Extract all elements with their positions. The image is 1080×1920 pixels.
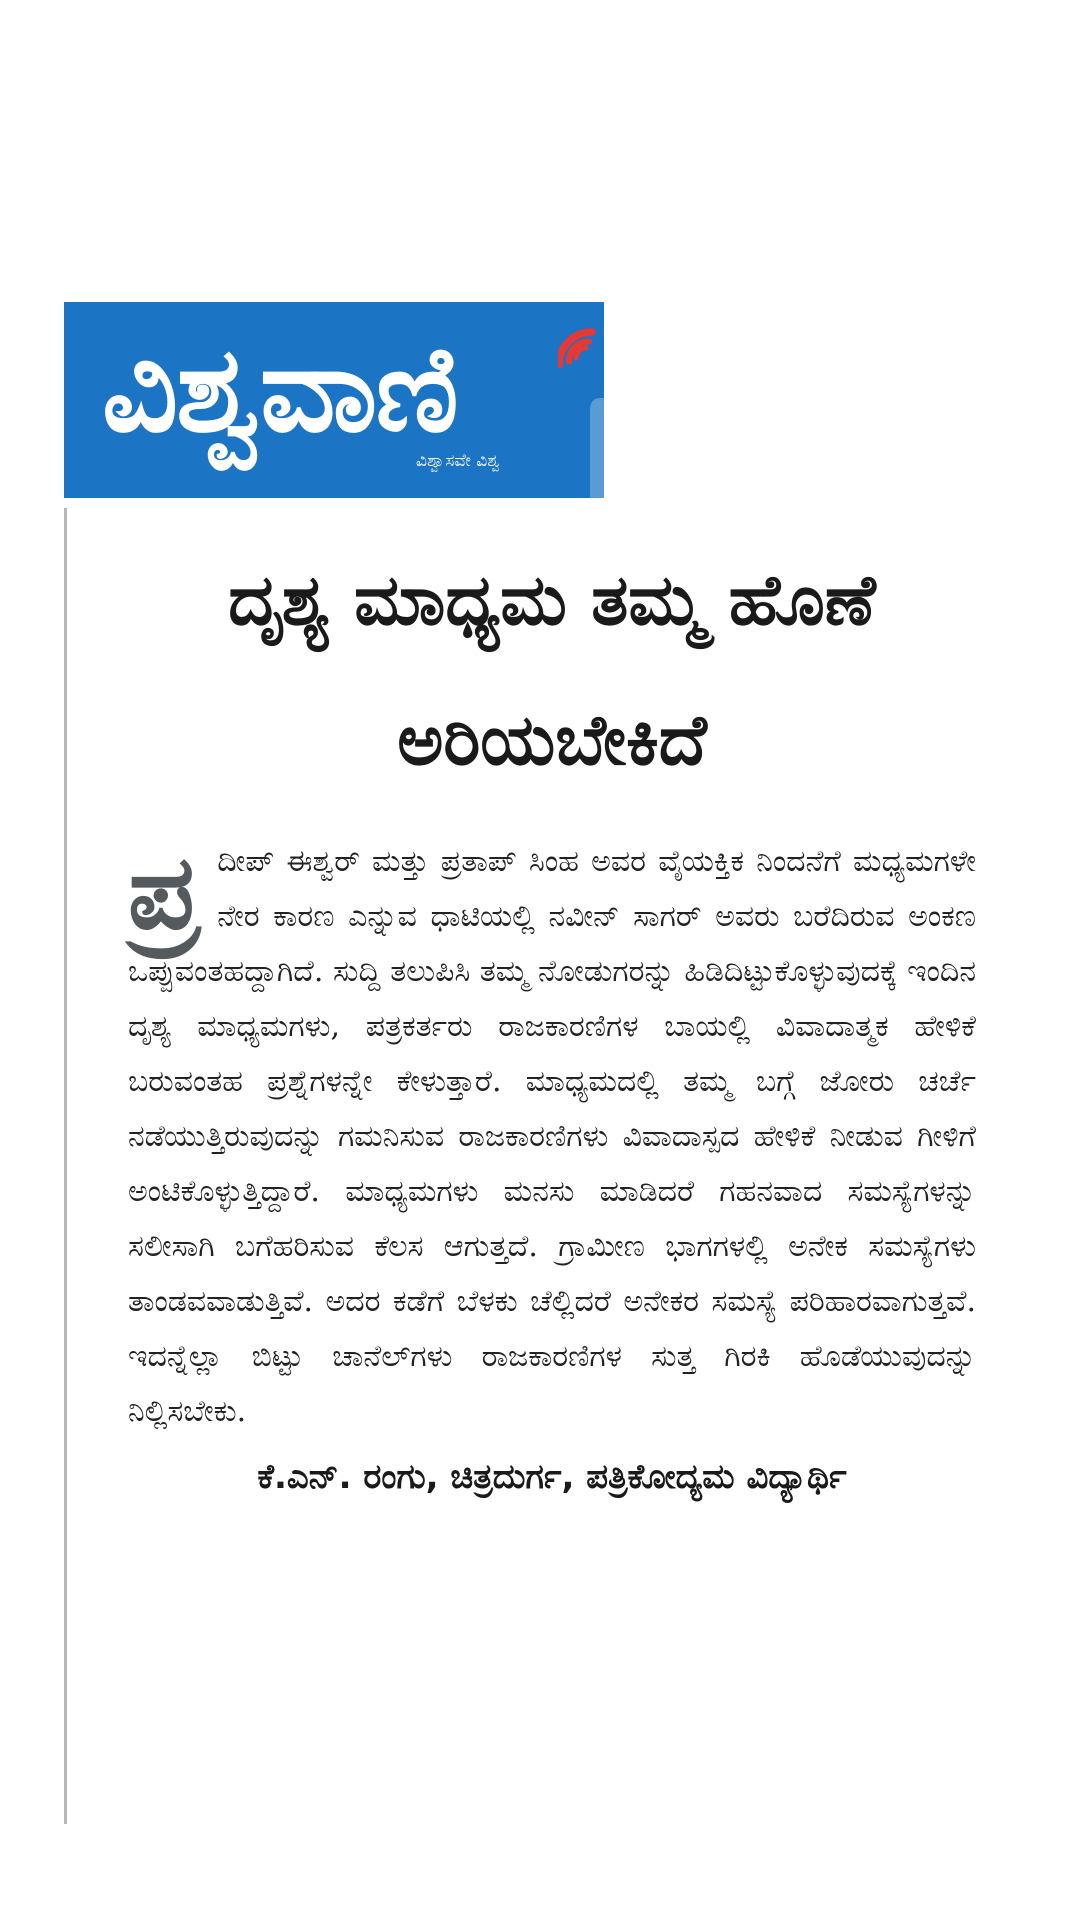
column-divider [64,508,67,1824]
masthead-logo [64,302,604,498]
author-signature: ಕೆ.ಎನ್. ರಂಗು, ಚಿತ್ರದುರ್ಗ, ಪತ್ರಿಕೋದ್ಯಮ ವಿದ್ಯಾರ್ಥಿ [257,1457,847,1497]
signal-wave-icon [558,312,604,368]
letter-article [128,530,976,1501]
article-body-text: ದೀಪ್ ಈಶ್ವರ್ ಮತ್ತು ಪ್ರತಾಪ್ ಸಿಂಹ ಅವರ ವೈಯಕ್ತಿಕ ನಿಂದನೆಗೆ ಮಧ್ಯಮಗಳೇ ನೇರ ಕಾರಣ ಎನ್ನುವ ಧಾಟಿಯಲ್ಲಿ ನವೀನ್ ಸಾಗರ್ ಅವರು ಬರೆದಿರುವ ಅಂಕಣ ಒಪ್ಪುವಂತಹದ್ದಾಗಿದೆ. ಸುದ್ದಿ ತಲುಪಿಸಿ ತಮ್ಮ ನೋಡುಗರನ್ನು ಹಿಡಿದಿಟ್ಟುಕೊಳ್ಳುವುದಕ್ಕೆ ಇಂದಿನ ದೃಶ್ಯ ಮಾಧ್ಯಮಗಳು, ಪತ್ರಕರ್ತರು ರಾಜಕಾರಣಿಗಳ ಬಾಯಲ್ಲಿ ವಿವಾದಾತ್ಮಕ ಹೇಳಿಕೆ ಬರುವಂತಹ ಪ್ರಶ್ನೆಗಳನ್ನೇ ಕೇಳುತ್ತಾರೆ. ಮಾಧ್ಯಮದಲ್ಲಿ ತಮ್ಮ ಬಗ್ಗೆ ಜೋರು ಚರ್ಚೆ ನಡೆಯುತ್ತಿರುವುದನ್ನು ಗಮನಿಸುವ ರಾಜಕಾರಣಿಗಳು ವಿವಾದಾಸ್ಪದ ಹೇಳಿಕೆ ನೀಡುವ ಗೀಳಿಗೆ ಅಂಟಿಕೊಳ್ಳುತ್ತಿದ್ದಾರೆ. ಮಾಧ್ಯಮಗಳು ಮನಸು ಮಾಡಿದರೆ ಗಹನವಾದ ಸಮಸ್ಯೆಗಳನ್ನು ಸಲೀಸಾಗಿ ಬಗೆಹರಿಸುವ ಕೆಲಸ ಆಗುತ್ತದೆ. ಗ್ರಾಮೀಣ ಭಾಗಗಳಲ್ಲಿ ಅನೇಕ ಸಮಸ್ಯೆಗಳು ತಾಂಡವವಾಡುತ್ತಿವೆ. ಅದರ ಕಡೆಗೆ ಬೆಳಕು ಚೆಲ್ಲಿದರೆ ಅನೇಕರ ಸಮಸ್ಯೆ ಪರಿಹಾರವಾಗುತ್ತವೆ. ಇದನ್ನೆಲ್ಲಾ ಬಿಟ್ಟು ಚಾನೆಲ್‌ಗಳು ರಾಜಕಾರಣಿಗಳ ಸುತ್ತ ಗಿರಕಿ ಹೊಡೆಯುವುದನ್ನು ನಿಲ್ಲಿಸಬೇಕು. [128,844,976,1429]
article-headline: ದೃಶ್ಯ ಮಾಧ್ಯಮ ತಮ್ಮ ಹೊಣೆ ಅರಿಯಬೇಕಿದೆ [228,559,876,781]
article-body [128,831,976,1439]
drop-cap: ಪ್ರ [128,831,200,953]
masthead-edge-figure [590,398,604,498]
masthead-tagline: ವಿಶ್ವಾಸವೇ ವಿಶ್ವ [416,451,500,471]
masthead-title: ವಿಶ್ವವಾಣಿ [102,320,457,458]
